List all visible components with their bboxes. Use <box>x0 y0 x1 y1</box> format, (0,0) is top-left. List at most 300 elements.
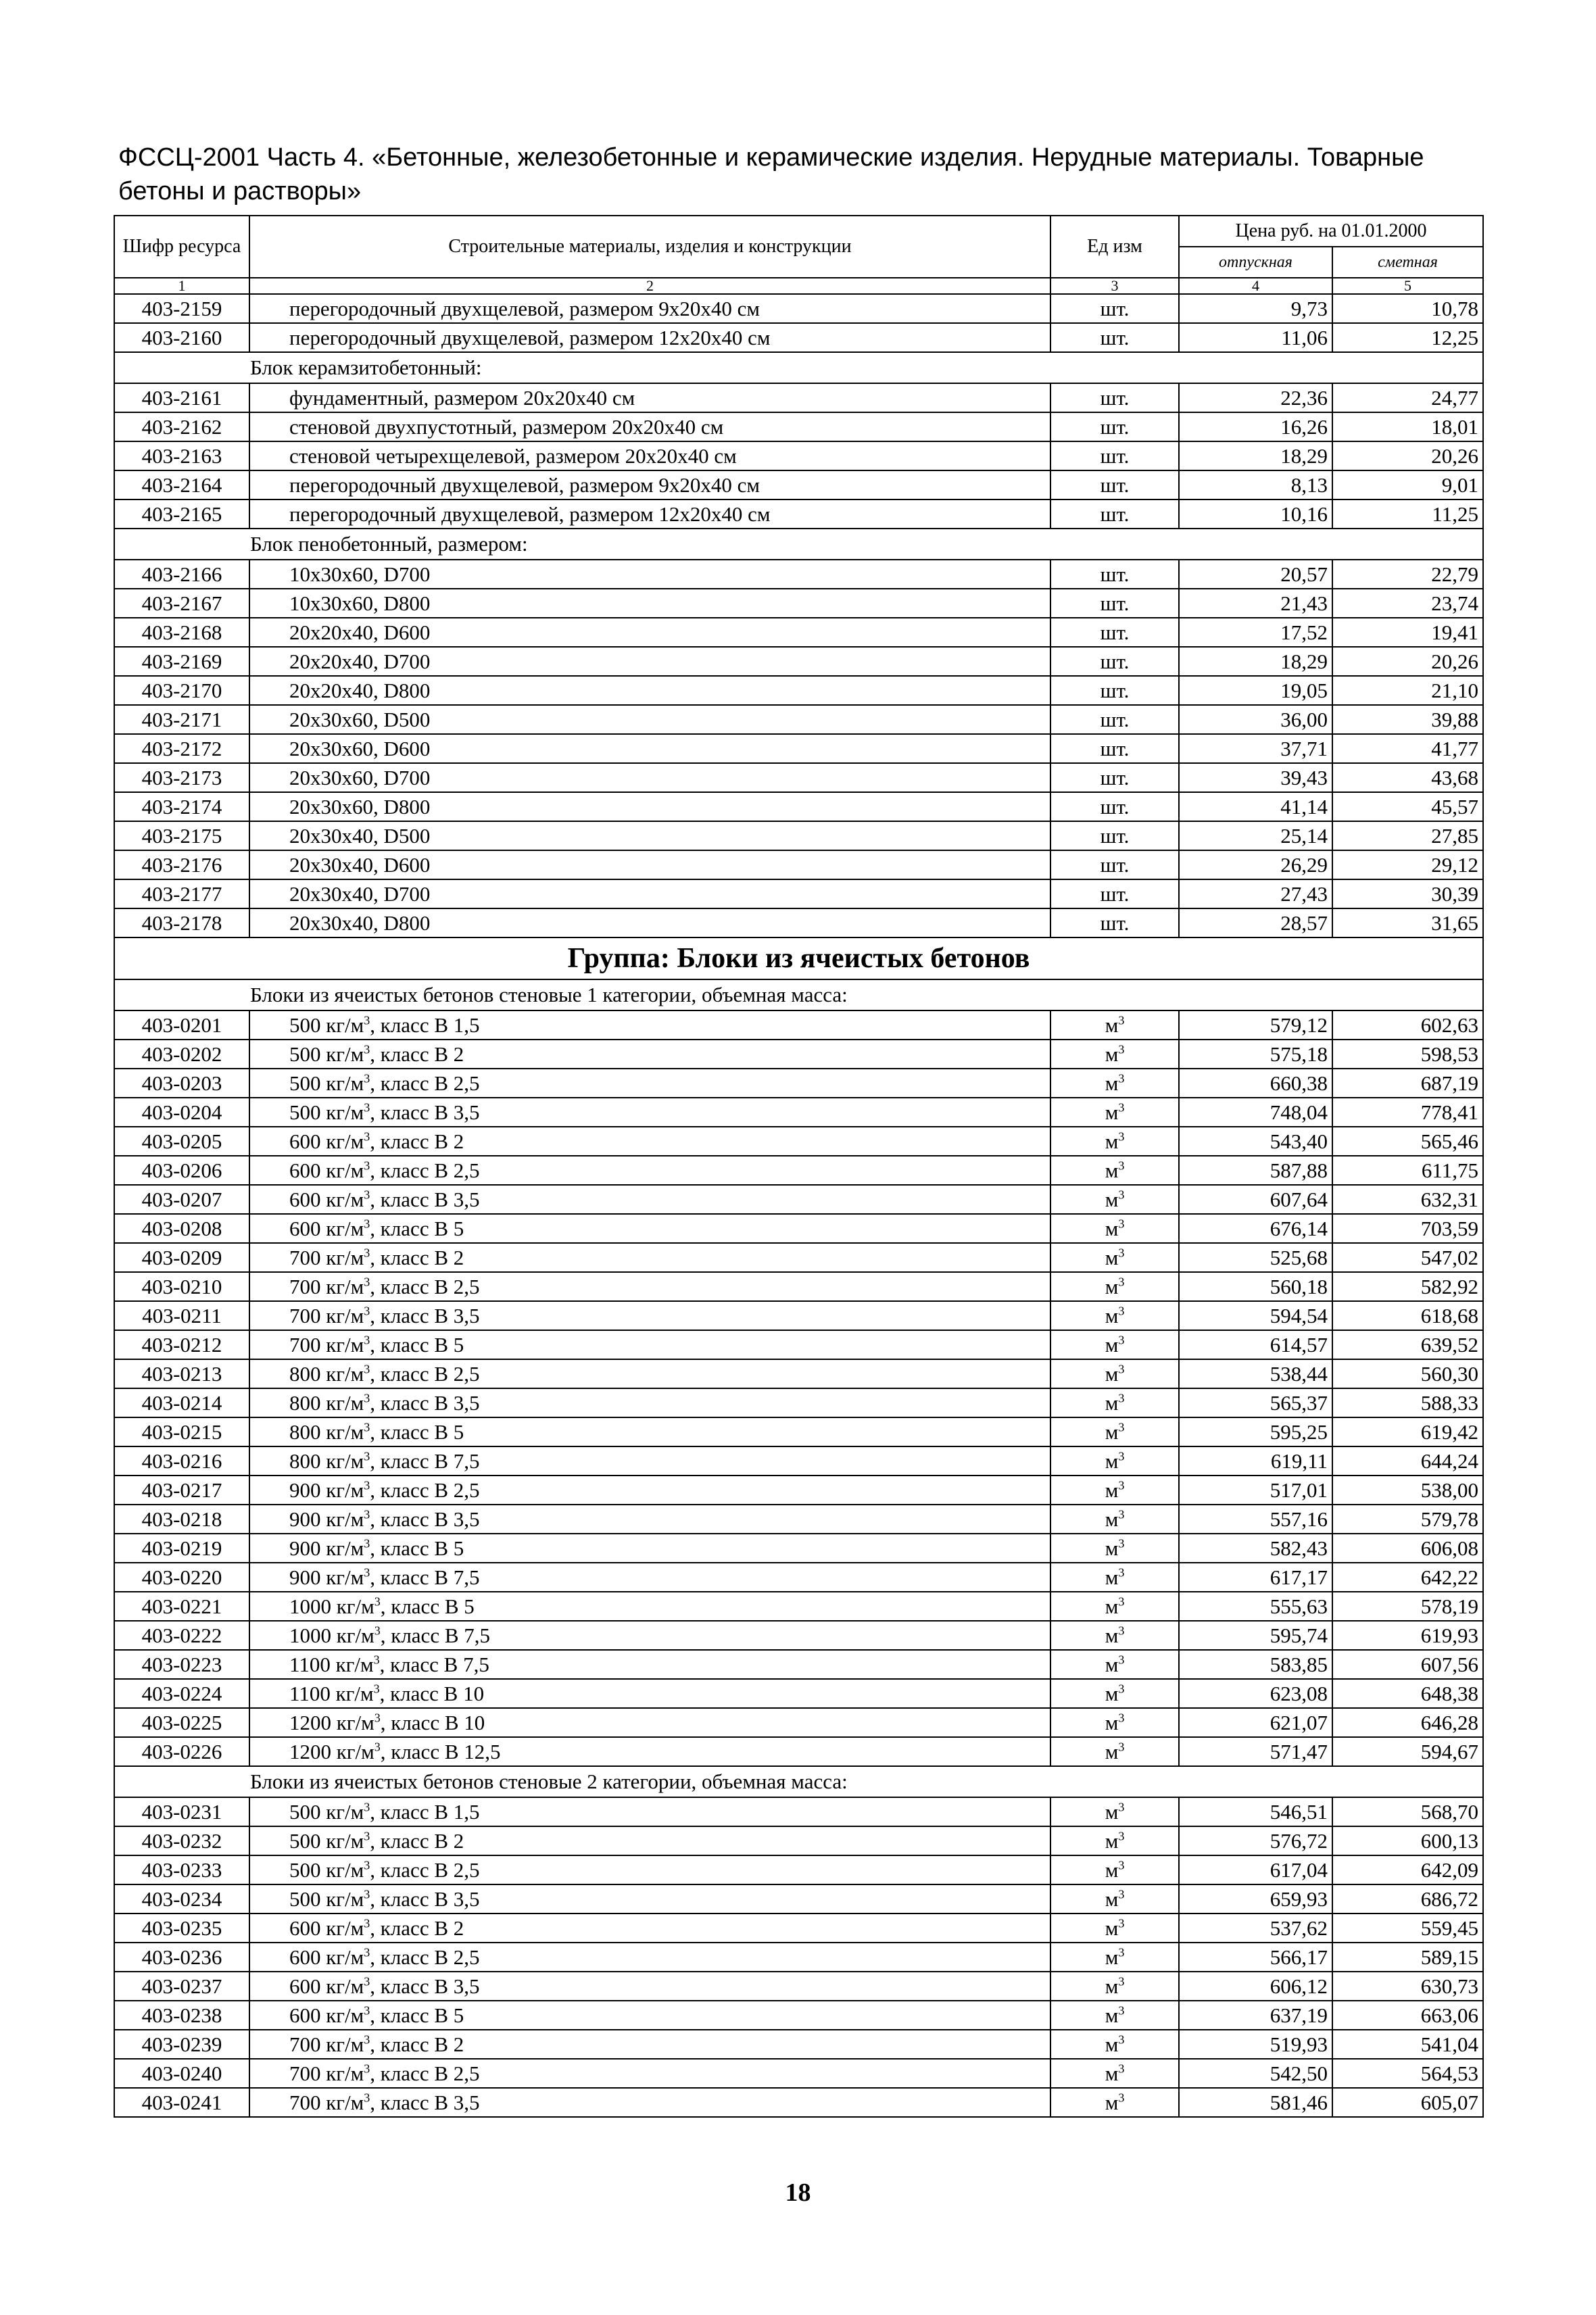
resource-code: 403-2174 <box>114 792 249 821</box>
estimate-price: 598,53 <box>1332 1040 1483 1069</box>
release-price: 571,47 <box>1179 1737 1332 1766</box>
estimate-price: 568,70 <box>1332 1797 1483 1826</box>
estimate-price: 594,67 <box>1332 1737 1483 1766</box>
estimate-price: 686,72 <box>1332 1884 1483 1914</box>
resource-code: 403-0237 <box>114 1972 249 2001</box>
unit: $м^3$ <box>1050 1417 1179 1446</box>
estimate-price: 541,04 <box>1332 2030 1483 2059</box>
resource-code: 403-0233 <box>114 1855 249 1884</box>
resource-code: 403-0201 <box>114 1010 249 1040</box>
release-price: 18,29 <box>1179 441 1332 470</box>
resource-code: 403-0204 <box>114 1098 249 1127</box>
table-row <box>114 1359 1483 1388</box>
material-name: 900 $кг/м^3$, класс В 7,5 <box>249 1563 1050 1592</box>
resource-code: 403-0217 <box>114 1476 249 1505</box>
table-row <box>114 560 1483 589</box>
estimate-price: 27,85 <box>1332 821 1483 850</box>
unit: $м^3$ <box>1050 1563 1179 1592</box>
estimate-price: 602,63 <box>1332 1010 1483 1040</box>
resource-code: 403-0221 <box>114 1592 249 1621</box>
release-price: 582,43 <box>1179 1534 1332 1563</box>
table-row <box>114 383 1483 412</box>
unit: $м^3$ <box>1050 1650 1179 1679</box>
resource-code: 403-0225 <box>114 1708 249 1737</box>
table-row <box>114 1621 1483 1650</box>
table-row <box>114 1914 1483 1943</box>
resource-code: 403-0207 <box>114 1185 249 1214</box>
resource-code: 403-0202 <box>114 1040 249 1069</box>
resource-code: 403-0216 <box>114 1446 249 1476</box>
unit: $м^3$ <box>1050 1797 1179 1826</box>
release-price: 575,18 <box>1179 1040 1332 1069</box>
material-name: 500 $кг/м^3$, класс В 3,5 <box>249 1884 1050 1914</box>
release-price: 581,46 <box>1179 2088 1332 2117</box>
material-name: 700 $кг/м^3$, класс В 3,5 <box>249 1301 1050 1330</box>
estimate-price: 589,15 <box>1332 1943 1483 1972</box>
group-header <box>114 937 1483 979</box>
unit: шт. <box>1050 323 1179 352</box>
resource-code: 403-2178 <box>114 908 249 937</box>
release-price: 542,50 <box>1179 2059 1332 2088</box>
unit: шт. <box>1050 763 1179 792</box>
unit: $м^3$ <box>1050 1943 1179 1972</box>
resource-code: 403-0219 <box>114 1534 249 1563</box>
estimate-price: 29,12 <box>1332 850 1483 879</box>
page-number: 18 <box>785 2178 811 2207</box>
subheader-text: Блоки из ячеистых бетонов стеновые 1 категории, объемная масса: <box>114 979 1483 1010</box>
unit: шт. <box>1050 792 1179 821</box>
material-name: 500 $кг/м^3$, класс В 2 <box>249 1826 1050 1855</box>
unit: $м^3$ <box>1050 1243 1179 1272</box>
release-price: 637,19 <box>1179 2001 1332 2030</box>
release-price: 621,07 <box>1179 1708 1332 1737</box>
material-name: 1000 $кг/м^3$, класс В 5 <box>249 1592 1050 1621</box>
resource-code: 403-0218 <box>114 1505 249 1534</box>
estimate-price: 30,39 <box>1332 879 1483 908</box>
unit: $м^3$ <box>1050 1884 1179 1914</box>
estimate-price: 31,65 <box>1332 908 1483 937</box>
resource-code: 403-0208 <box>114 1214 249 1243</box>
release-price: 517,01 <box>1179 1476 1332 1505</box>
estimate-price: 20,26 <box>1332 647 1483 676</box>
release-price: 25,14 <box>1179 821 1332 850</box>
estimate-price: 538,00 <box>1332 1476 1483 1505</box>
unit: шт. <box>1050 441 1179 470</box>
material-name: фундаментный, размером 20х20х40 см <box>249 383 1050 412</box>
resource-code: 403-2168 <box>114 618 249 647</box>
material-name: 800 $кг/м^3$, класс В 2,5 <box>249 1359 1050 1388</box>
material-name: 700 $кг/м^3$, класс В 2 <box>249 2030 1050 2059</box>
table-row <box>114 441 1483 470</box>
table-row <box>114 1417 1483 1446</box>
col-header-price: Цена руб. на 01.01.2000 <box>1179 216 1483 247</box>
estimate-price: 582,92 <box>1332 1272 1483 1301</box>
release-price: 623,08 <box>1179 1679 1332 1708</box>
table-row <box>114 1127 1483 1156</box>
resource-code: 403-2162 <box>114 412 249 441</box>
unit: шт. <box>1050 908 1179 937</box>
table-row <box>114 908 1483 937</box>
material-name: 20х30х60, D700 <box>249 763 1050 792</box>
release-price: 546,51 <box>1179 1797 1332 1826</box>
material-name: 10х30х60, D700 <box>249 560 1050 589</box>
table-row <box>114 618 1483 647</box>
section-subheader <box>114 1766 1483 1797</box>
estimate-price: 24,77 <box>1332 383 1483 412</box>
resource-code: 403-0226 <box>114 1737 249 1766</box>
material-name: стеновой двухпустотный, размером 20х20х40 см <box>249 412 1050 441</box>
unit: $м^3$ <box>1050 1446 1179 1476</box>
resource-code: 403-0235 <box>114 1914 249 1943</box>
col-header-release-price: отпускная <box>1179 247 1332 278</box>
table-row <box>114 1563 1483 1592</box>
unit: $м^3$ <box>1050 1708 1179 1737</box>
estimate-price: 547,02 <box>1332 1243 1483 1272</box>
unit: $м^3$ <box>1050 2030 1179 2059</box>
unit: $м^3$ <box>1050 1972 1179 2001</box>
release-price: 9,73 <box>1179 294 1332 323</box>
unit: шт. <box>1050 470 1179 499</box>
table-row <box>114 1272 1483 1301</box>
material-name: 500 $кг/м^3$, класс В 2 <box>249 1040 1050 1069</box>
material-name: перегородочный двухщелевой, размером 9х20х40 см <box>249 470 1050 499</box>
release-price: 676,14 <box>1179 1214 1332 1243</box>
estimate-price: 559,45 <box>1332 1914 1483 1943</box>
estimate-price: 619,93 <box>1332 1621 1483 1650</box>
estimate-price: 703,59 <box>1332 1214 1483 1243</box>
release-price: 560,18 <box>1179 1272 1332 1301</box>
estimate-price: 21,10 <box>1332 676 1483 705</box>
resource-code: 403-2161 <box>114 383 249 412</box>
section-subheader <box>114 979 1483 1010</box>
material-name: 900 $кг/м^3$, класс В 2,5 <box>249 1476 1050 1505</box>
unit: $м^3$ <box>1050 1301 1179 1330</box>
material-name: 500 $кг/м^3$, класс В 3,5 <box>249 1098 1050 1127</box>
resource-code: 403-0220 <box>114 1563 249 1592</box>
estimate-price: 778,41 <box>1332 1098 1483 1127</box>
material-name: 20х30х40, D800 <box>249 908 1050 937</box>
table-row <box>114 1446 1483 1476</box>
page-header: ФССЦ-2001 Часть 4. «Бетонные, железобетонные и керамические изделия. Нерудные материалы. Товарные бетоны и растворы» <box>118 143 1424 205</box>
material-name: 1000 $кг/м^3$, класс В 7,5 <box>249 1621 1050 1650</box>
estimate-price: 687,19 <box>1332 1069 1483 1098</box>
release-price: 579,12 <box>1179 1010 1332 1040</box>
unit: $м^3$ <box>1050 1534 1179 1563</box>
release-price: 21,43 <box>1179 589 1332 618</box>
table-row <box>114 1156 1483 1185</box>
unit: шт. <box>1050 294 1179 323</box>
table-row <box>114 850 1483 879</box>
release-price: 555,63 <box>1179 1592 1332 1621</box>
resource-code: 403-0211 <box>114 1301 249 1330</box>
material-name: 600 $кг/м^3$, класс В 5 <box>249 1214 1050 1243</box>
unit: шт. <box>1050 734 1179 763</box>
col-number: 3 <box>1050 278 1179 294</box>
resource-code: 403-0210 <box>114 1272 249 1301</box>
estimate-price: 564,53 <box>1332 2059 1483 2088</box>
table-row <box>114 1679 1483 1708</box>
table-row <box>114 1797 1483 1826</box>
table-row <box>114 647 1483 676</box>
estimate-price: 22,79 <box>1332 560 1483 589</box>
material-name: 20х20х40, D800 <box>249 676 1050 705</box>
group-title: Группа: Блоки из ячеистых бетонов <box>114 937 1483 979</box>
release-price: 607,64 <box>1179 1185 1332 1214</box>
release-price: 617,04 <box>1179 1855 1332 1884</box>
table-row <box>114 676 1483 705</box>
resource-code: 403-0212 <box>114 1330 249 1359</box>
release-price: 606,12 <box>1179 1972 1332 2001</box>
unit: шт. <box>1050 647 1179 676</box>
estimate-price: 639,52 <box>1332 1330 1483 1359</box>
estimate-price: 19,41 <box>1332 618 1483 647</box>
estimate-price: 619,42 <box>1332 1417 1483 1446</box>
material-name: 1200 $кг/м^3$, класс В 10 <box>249 1708 1050 1737</box>
unit: $м^3$ <box>1050 2088 1179 2117</box>
material-name: 20х30х60, D600 <box>249 734 1050 763</box>
release-price: 525,68 <box>1179 1243 1332 1272</box>
estimate-price: 39,88 <box>1332 705 1483 734</box>
table-row <box>114 879 1483 908</box>
table-row <box>114 821 1483 850</box>
table-row <box>114 1214 1483 1243</box>
material-name: 10х30х60, D800 <box>249 589 1050 618</box>
estimate-price: 644,24 <box>1332 1446 1483 1476</box>
estimate-price: 618,68 <box>1332 1301 1483 1330</box>
estimate-price: 630,73 <box>1332 1972 1483 2001</box>
material-name: 500 $кг/м^3$, класс В 2,5 <box>249 1069 1050 1098</box>
release-price: 36,00 <box>1179 705 1332 734</box>
release-price: 595,74 <box>1179 1621 1332 1650</box>
table-row <box>114 1708 1483 1737</box>
material-name: 1100 $кг/м^3$, класс В 10 <box>249 1679 1050 1708</box>
table-row <box>114 792 1483 821</box>
material-name: 700 $кг/м^3$, класс В 5 <box>249 1330 1050 1359</box>
unit: $м^3$ <box>1050 1737 1179 1766</box>
release-price: 37,71 <box>1179 734 1332 763</box>
table-row <box>114 1592 1483 1621</box>
column-number-row <box>114 278 1483 294</box>
estimate-price: 646,28 <box>1332 1708 1483 1737</box>
estimate-price: 606,08 <box>1332 1534 1483 1563</box>
release-price: 19,05 <box>1179 676 1332 705</box>
material-name: 700 $кг/м^3$, класс В 2 <box>249 1243 1050 1272</box>
estimate-price: 600,13 <box>1332 1826 1483 1855</box>
resource-code: 403-2164 <box>114 470 249 499</box>
table-row <box>114 734 1483 763</box>
release-price: 26,29 <box>1179 850 1332 879</box>
material-name: 20х20х40, D600 <box>249 618 1050 647</box>
resource-code: 403-2166 <box>114 560 249 589</box>
resource-code: 403-2159 <box>114 294 249 323</box>
material-name: 600 $кг/м^3$, класс В 3,5 <box>249 1185 1050 1214</box>
release-price: 537,62 <box>1179 1914 1332 1943</box>
section-subheader <box>114 352 1483 383</box>
unit: $м^3$ <box>1050 1826 1179 1855</box>
material-name: 20х30х60, D500 <box>249 705 1050 734</box>
unit: шт. <box>1050 821 1179 850</box>
unit: шт. <box>1050 560 1179 589</box>
material-name: 600 $кг/м^3$, класс В 3,5 <box>249 1972 1050 2001</box>
material-name: 20х20х40, D700 <box>249 647 1050 676</box>
material-name: 900 $кг/м^3$, класс В 3,5 <box>249 1505 1050 1534</box>
table-row <box>114 499 1483 529</box>
release-price: 587,88 <box>1179 1156 1332 1185</box>
release-price: 617,17 <box>1179 1563 1332 1592</box>
material-name: 20х30х40, D500 <box>249 821 1050 850</box>
subheader-text: Блок керамзитобетонный: <box>114 352 1483 383</box>
release-price: 11,06 <box>1179 323 1332 352</box>
material-name: перегородочный двухщелевой, размером 12х20х40 см <box>249 323 1050 352</box>
release-price: 8,13 <box>1179 470 1332 499</box>
resource-code: 403-0232 <box>114 1826 249 1855</box>
resource-code: 403-2173 <box>114 763 249 792</box>
unit: $м^3$ <box>1050 1040 1179 1069</box>
estimate-price: 642,22 <box>1332 1563 1483 1592</box>
resource-code: 403-2175 <box>114 821 249 850</box>
resource-code: 403-0215 <box>114 1417 249 1446</box>
unit: $м^3$ <box>1050 1505 1179 1534</box>
material-name: 600 $кг/м^3$, класс В 2 <box>249 1914 1050 1943</box>
unit: $м^3$ <box>1050 1127 1179 1156</box>
material-name: 500 $кг/м^3$, класс В 1,5 <box>249 1010 1050 1040</box>
table-row <box>114 2059 1483 2088</box>
col-header-name: Строительные материалы, изделия и конструкции <box>249 216 1050 278</box>
material-name: 800 $кг/м^3$, класс В 5 <box>249 1417 1050 1446</box>
table-row <box>114 1098 1483 1127</box>
resource-code: 403-0223 <box>114 1650 249 1679</box>
release-price: 28,57 <box>1179 908 1332 937</box>
unit: шт. <box>1050 383 1179 412</box>
resource-code: 403-0224 <box>114 1679 249 1708</box>
table-row <box>114 1884 1483 1914</box>
section-subheader <box>114 529 1483 560</box>
estimate-price: 642,09 <box>1332 1855 1483 1884</box>
resource-code: 403-0238 <box>114 2001 249 2030</box>
unit: $м^3$ <box>1050 1359 1179 1388</box>
release-price: 20,57 <box>1179 560 1332 589</box>
unit: $м^3$ <box>1050 1185 1179 1214</box>
table-row <box>114 1185 1483 1214</box>
table-row <box>114 470 1483 499</box>
resource-code: 403-0222 <box>114 1621 249 1650</box>
estimate-price: 611,75 <box>1332 1156 1483 1185</box>
table-row <box>114 1737 1483 1766</box>
release-price: 595,25 <box>1179 1417 1332 1446</box>
resource-code: 403-0203 <box>114 1069 249 1098</box>
material-name: 500 $кг/м^3$, класс В 1,5 <box>249 1797 1050 1826</box>
estimate-price: 10,78 <box>1332 294 1483 323</box>
release-price: 22,36 <box>1179 383 1332 412</box>
material-name: 700 $кг/м^3$, класс В 2,5 <box>249 2059 1050 2088</box>
release-price: 538,44 <box>1179 1359 1332 1388</box>
unit: шт. <box>1050 589 1179 618</box>
estimate-price: 45,57 <box>1332 792 1483 821</box>
release-price: 16,26 <box>1179 412 1332 441</box>
unit: шт. <box>1050 879 1179 908</box>
estimate-price: 18,01 <box>1332 412 1483 441</box>
release-price: 614,57 <box>1179 1330 1332 1359</box>
table-row <box>114 1826 1483 1855</box>
resource-code: 403-0231 <box>114 1797 249 1826</box>
resource-code: 403-2176 <box>114 850 249 879</box>
resource-code: 403-0241 <box>114 2088 249 2117</box>
price-table <box>114 215 1484 2118</box>
unit: шт. <box>1050 705 1179 734</box>
material-name: 600 $кг/м^3$, класс В 5 <box>249 2001 1050 2030</box>
release-price: 41,14 <box>1179 792 1332 821</box>
col-number: 1 <box>114 278 249 294</box>
resource-code: 403-2171 <box>114 705 249 734</box>
resource-code: 403-0213 <box>114 1359 249 1388</box>
table-row <box>114 1505 1483 1534</box>
estimate-price: 579,78 <box>1332 1505 1483 1534</box>
table-row <box>114 1040 1483 1069</box>
unit: $м^3$ <box>1050 2059 1179 2088</box>
estimate-price: 588,33 <box>1332 1388 1483 1417</box>
release-price: 10,16 <box>1179 499 1332 529</box>
release-price: 543,40 <box>1179 1127 1332 1156</box>
resource-code: 403-2169 <box>114 647 249 676</box>
estimate-price: 20,26 <box>1332 441 1483 470</box>
material-name: 600 $кг/м^3$, класс В 2 <box>249 1127 1050 1156</box>
col-header-code: Шифр ресурса <box>114 216 249 278</box>
resource-code: 403-0209 <box>114 1243 249 1272</box>
resource-code: 403-0236 <box>114 1943 249 1972</box>
resource-code: 403-2172 <box>114 734 249 763</box>
table-row <box>114 589 1483 618</box>
table-row <box>114 294 1483 323</box>
resource-code: 403-0240 <box>114 2059 249 2088</box>
material-name: перегородочный двухщелевой, размером 9х20х40 см <box>249 294 1050 323</box>
estimate-price: 578,19 <box>1332 1592 1483 1621</box>
table-row <box>114 1010 1483 1040</box>
material-name: стеновой четырехщелевой, размером 20х20х40 см <box>249 441 1050 470</box>
resource-code: 403-2160 <box>114 323 249 352</box>
unit: $м^3$ <box>1050 2001 1179 2030</box>
material-name: 600 $кг/м^3$, класс В 2,5 <box>249 1156 1050 1185</box>
release-price: 17,52 <box>1179 618 1332 647</box>
unit: $м^3$ <box>1050 1855 1179 1884</box>
estimate-price: 565,46 <box>1332 1127 1483 1156</box>
table-row <box>114 1069 1483 1098</box>
release-price: 27,43 <box>1179 879 1332 908</box>
unit: $м^3$ <box>1050 1156 1179 1185</box>
unit: $м^3$ <box>1050 1214 1179 1243</box>
release-price: 619,11 <box>1179 1446 1332 1476</box>
unit: шт. <box>1050 850 1179 879</box>
table-row <box>114 1388 1483 1417</box>
resource-code: 403-2177 <box>114 879 249 908</box>
table-row <box>114 2030 1483 2059</box>
estimate-price: 663,06 <box>1332 2001 1483 2030</box>
col-number: 2 <box>249 278 1050 294</box>
unit: $м^3$ <box>1050 1621 1179 1650</box>
table-row <box>114 2001 1483 2030</box>
unit: $м^3$ <box>1050 1069 1179 1098</box>
resource-code: 403-0234 <box>114 1884 249 1914</box>
table-row <box>114 1301 1483 1330</box>
table-row <box>114 1855 1483 1884</box>
unit: шт. <box>1050 676 1179 705</box>
table-row <box>114 1650 1483 1679</box>
unit: $м^3$ <box>1050 1679 1179 1708</box>
unit: шт. <box>1050 499 1179 529</box>
col-header-unit: Ед изм <box>1050 216 1179 278</box>
material-name: 1100 $кг/м^3$, класс В 7,5 <box>249 1650 1050 1679</box>
estimate-price: 607,56 <box>1332 1650 1483 1679</box>
table-row <box>114 1943 1483 1972</box>
